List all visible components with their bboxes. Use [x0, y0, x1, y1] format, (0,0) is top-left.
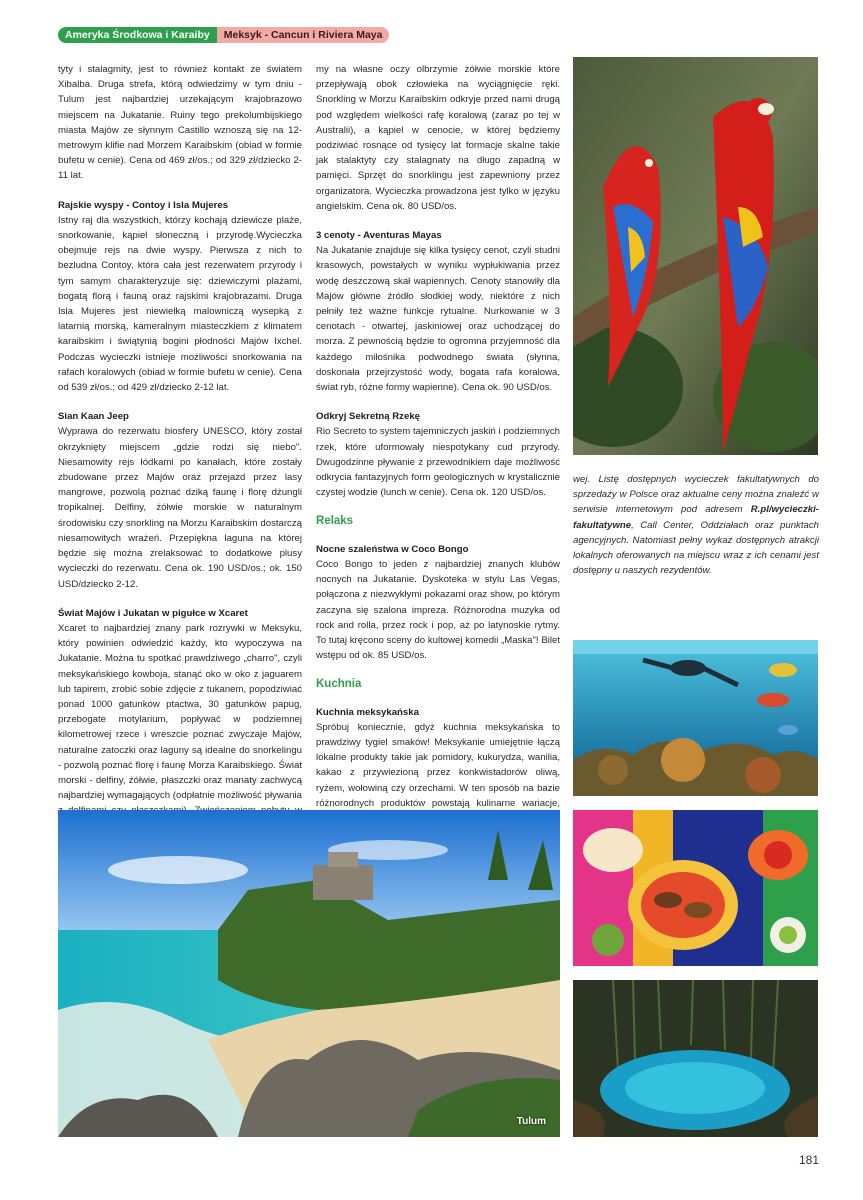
category-heading-relax: Relaks: [316, 515, 354, 528]
section-text-contoy: Istny raj dla wszystkich, którzy kochają dziewicze plaże, snorkowanie, kąpiel słoneczną i przyrodę.Wycieczka obejmuje rejs na dwie wyspy. Pierwsza z nich to bezludna Contoy, która cała jest rezerwatem przyrody i tym samym charakteryzuje się: dziewiczymi plażami, bogatą florą i fauną oraz rajskimi krajobrazami. Druga Isla Mujeres jest niewielką malowniczą wysepką z latarnią morską, kameralnym miasteczkiem z klimatem karaibskim i świątynią bogini płodności Majów Ixchel. Podczas wycieczki istnieje możliwości snorkowania na rafach koralowych (obiad w formie bufetu w cenie). Cena od 539 zł/os.; od 429 zł/dziecko 2-12 lat.: [58, 214, 302, 394]
region-tag: Ameryka Środkowa i Karaiby: [58, 27, 217, 43]
intro-paragraph: tyty i stalagmity, jest to również kontakt ze światem Xibalba. Druga strefa, którą odwiedzimy w tym dniu - Tulum jest najbardziej urzekającym krajobrazowo miejscem na Jukatanie. Ruiny tego prekolumbijskiego miasta Majów ze słynnym Castillo wznoszą się na 12- metrowym klifie nad Morzem Karaibskim (obiad w formie bufetu w cenie). Cena od 469 zł/os.; od 329 zł/dziecko 2-11 lat.: [58, 64, 302, 182]
header-tags: [58, 27, 389, 43]
destination-tag: Meksyk - Cancun i Riviera Maya: [217, 27, 390, 43]
section-title-coco-bongo: Nocne szaleństwa w Coco Bongo: [316, 543, 469, 555]
cenote-photo: [573, 980, 818, 1137]
section-title-cenotes: 3 cenoty - Aventuras Mayas: [316, 230, 442, 242]
excursions-link[interactable]: R.pl/wycieczki-fakultatywne: [573, 504, 819, 531]
category-heading-kitchen: Kuchnia: [316, 678, 362, 691]
disclaimer-continued: [573, 472, 819, 578]
section-text-secret-river: Rio Secreto to system tajemniczych jaskiń i podziemnych rzek, które uformowały niespotykany cud przyrody. Dwugodzinne pływanie z przewodnikiem daje możliwość odkrycia fantazyjnych form geologicznych w krystalicznie czystej wodzie (lunch w cenie). Cena ok. 120 USD/os.: [316, 426, 560, 499]
section-title-secret-river: Odkryj Sekretną Rzekę: [316, 411, 420, 423]
tulum-caption: Tulum: [516, 1116, 546, 1127]
tulum-photo: [58, 810, 560, 1137]
disclaimer-text-a: wej. Listę dostępnych wycieczek fakultatywnych do sprzedaży w Polsce oraz aktualne ceny można znaleźć w serwisie internetowym pod adresem: [573, 474, 819, 516]
section-text-cuisine: Spróbuj koniecznie, gdyż kuchnia meksykańska to prawdziwy tygiel smaków! Meksykanie umiejętnie łączą lokalne produkty takie jak pomidory, kukurydza, wanilia, kakao z przywiezioną przez konkwistadorów oliwą, ryżem, wołowiną czy orzechami. W ten sposób na bazie różnorodnych produktów powstają kulinarne wariacje,: [316, 721, 560, 809]
section-title-contoy: Rajskie wyspy - Contoy i Isla Mujeres: [58, 199, 229, 211]
section-title-xcaret: Świat Majów i Jukatan w pigułce w Xcaret: [58, 607, 248, 619]
page-number: 181: [798, 1153, 819, 1167]
section-title-sian-kaan: Sian Kaan Jeep: [58, 411, 129, 423]
continued-paragraph: my na własne oczy olbrzymie żółwie morskie które przepływają obok człowieka na wyciągnięcie ręki. Snorkling w Morzu Karaibskim odkryje przed nami drugą pod względem wielkości rafę koralową (zaraz po tej w Australii), a kąpiel w cenocie, w której będziemy podziwiać rosnące od tysięcy lat formacje skalne takie jak stalaktyty czy stalagnaty na długo zapadną w pamięci. Sprzęt do snorklingu jest zapewniony przez organizatora. Wycieczka prowadzona jest tylko w języku angielskim. Cena ok. 80 USD/os.: [316, 64, 560, 212]
snorkeling-photo: [573, 640, 818, 796]
disclaimer-text-b: , Call Center, Oddziałach oraz punktach agencyjnych. Natomiast pełny wykaz dostępnych atrakcji lokalnych oferowanych na miejscu wraz z ich cenami jest dostępny u naszych rezydentów.: [573, 519, 819, 577]
section-text-coco-bongo: Coco Bongo to jeden z najbardziej znanych klubów nocnych na Jukatanie. Dyskoteka w stylu Las Vegas, połączona z niezwykłymi pokazami oraz show, po którym zaczyna się szalona impreza. Różnorodna muzyka od rock and rolla, przez rock i pop, aż po latynoskie rytmy. To tutaj kręcono sceny do kultowej komedii „Maska"! Bilet wstępu od ok. 85 USD/os.: [316, 558, 560, 662]
parrots-photo: [573, 57, 818, 455]
section-text-cenotes: Na Jukatanie znajduje się kilka tysięcy cenot, czyli studni krasowych, powstałych w wyniku wypłukiwania przez wodę deszczową skał wapiennych. Cenoty stanowiły dla Majów główne źródło słodkiej wody, niektóre z nich pełniły też ważne funkcje rytualne. Nurkowanie w 3 cenotach - otwartej, jaskiniowej oraz uchodzącej do morza. Z pewnością będzie to ogromna przyjemność dla każdego miłośnika podwodnego świata (słynna, doskonała przejrzystość wody, bogata rafa koralowa, świat ryb, różne formy wapienne). Cena ok. 90 USD/os.: [316, 245, 560, 394]
section-text-xcaret: Xcaret to najbardziej znany park rozrywki w Meksyku, który powinien odwiedzić każdy, kto wypoczywa na Jukatanie. Można tu spotkać prawdziwego „charro", czyli meksykańskiego kowboja, stanąć oko w oko z jaguarem lub tapirem, zrobić sobie zdjęcie z tukanem, popodziwiać ponad 1000 gatunków ptactwa, 30 gatunków papug, przebogate motylarium, popływać w podziemnej kilometrowej rzece i wreszcie poznać zwyczaje Majów, naturalne zatoczki oraz laguny są idealne do snorkelingu - pozwolą poznać florę i faunę Morza Karaibskiego. Świat morski - delfiny, żółwie, płaszczki oraz manaty zachwycą najbardziej wymagających (odpłatnie możliwość pływania: [58, 622, 302, 802]
mexican-food-photo: [573, 810, 818, 966]
section-text-sian-kaan: Wyprawa do rezerwatu biosfery UNESCO, który został okrzyknięty miejscem „gdzie rodzi się niebo". Niesamowity rejs łódkami po kanałach, które zostały zbudowane przez Majów oraz przejazd przez lasy mangrowe, pozwolą poznać dziką faunę i florę dżungli tropikalnej. Delfiny, żółwie morskie w naturalnym środowisku czy snorkling na Morzu Karaibskim dostarczą niesamowitych wrażeń. Przepiękna laguna na której będzie się można zrelaksować to dodatkowe plusy wycieczki do rezerwatu. Cena ok. 190 USD/os.; ok. 150 USD/dziecko 2-12.: [58, 426, 302, 590]
section-title-cuisine: Kuchnia meksykańska: [316, 706, 419, 718]
